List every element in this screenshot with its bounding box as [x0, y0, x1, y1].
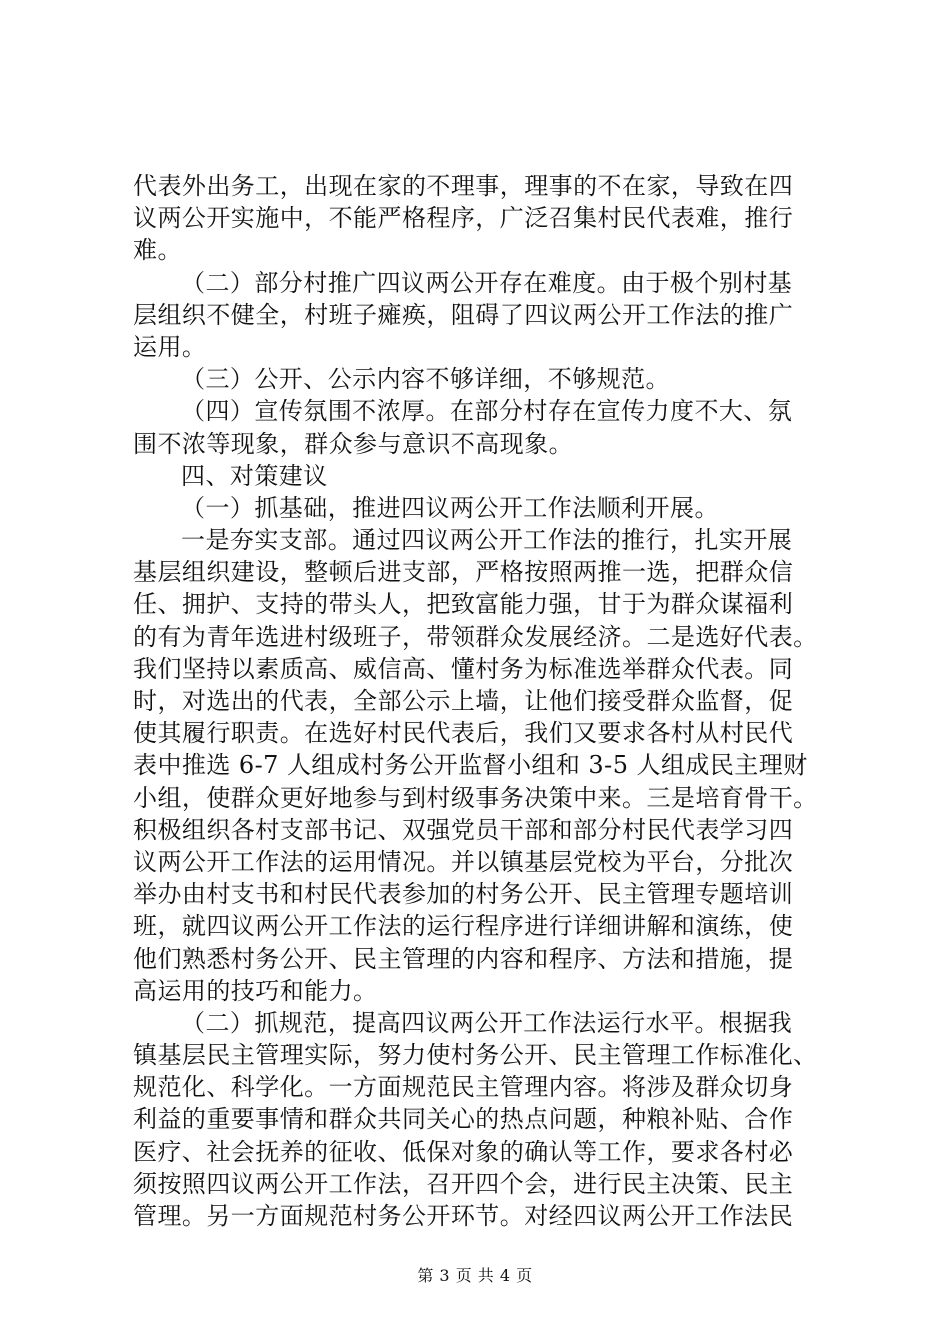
text-line: 高运用的技巧和能力。: [133, 976, 378, 1005]
text-line: 医疗、社会抚养的征收、低保对象的确认等工作，要求各村必: [133, 1137, 794, 1166]
text-line: 的有为青年选进村级班子，带领群众发展经济。二是选好代表。: [133, 622, 818, 651]
text-line: 基层组织建设，整顿后进支部，严格按照两推一选，把群众信: [133, 558, 794, 587]
text-line: 举办由村支书和村民代表参加的村务公开、民主管理专题培训: [133, 880, 794, 909]
text-line: 议两公开工作法的运用情况。并以镇基层党校为平台，分批次: [133, 847, 794, 876]
text-line: 我们坚持以素质高、威信高、懂村务为标准选举群众代表。同: [133, 654, 794, 683]
text-line: 一是夯实支部。通过四议两公开工作法的推行，扎实开展: [181, 526, 793, 555]
text-line: 管理。另一方面规范村务公开环节。对经四议两公开工作法民: [133, 1202, 794, 1230]
text-line: 须按照四议两公开工作法，召开四个会，进行民主决策、民主: [133, 1169, 794, 1198]
page-footer: 第 3 页 共 4 页: [417, 1266, 533, 1285]
text-line: 规范化、科学化。一方面规范民主管理内容。将涉及群众切身: [133, 1073, 794, 1102]
text-line: 围不浓等现象，群众参与意识不高现象。: [133, 429, 574, 458]
text-line: （二）抓规范，提高四议两公开工作法运行水平。根据我: [181, 1008, 793, 1037]
text-line: 积极组织各村支部书记、双强党员干部和部分村民代表学习四: [133, 815, 794, 844]
text-line: 运用。: [133, 332, 207, 361]
text-line: 班，就四议两公开工作法的运行程序进行详细讲解和演练，使: [133, 912, 794, 941]
text-line: 使其履行职责。在选好村民代表后，我们又要求各村从村民代: [133, 719, 794, 748]
text-line: 时，对选出的代表，全部公示上墙，让他们接受群众监督，促: [133, 687, 794, 715]
text-line: （三）公开、公示内容不够详细，不够规范。: [181, 365, 670, 394]
text-line: 议两公开实施中，不能严格程序，广泛召集村民代表难，推行: [133, 204, 794, 233]
text-line: 代表外出务工，出现在家的不理事，理事的不在家，导致在四: [133, 172, 794, 200]
text-line: 难。: [133, 236, 182, 265]
text-line: 表中推选 6-7 人组成村务公开监督小组和 3-5 人组成民主理财: [133, 751, 808, 780]
text-line: 镇基层民主管理实际，努力使村务公开、民主管理工作标准化、: [133, 1041, 818, 1070]
text-line: （二）部分村推广四议两公开存在难度。由于极个别村基: [181, 268, 793, 297]
text-line: 任、拥护、支持的带头人，把致富能力强，甘于为群众谋福利: [133, 590, 794, 619]
text-line: 利益的重要事情和群众共同关心的热点问题，种粮补贴、合作: [133, 1105, 794, 1134]
text-line: （一）抓基础，推进四议两公开工作法顺利开展。: [181, 493, 719, 522]
text-line: 四、对策建议: [181, 461, 328, 490]
text-line: 他们熟悉村务公开、民主管理的内容和程序、方法和措施，提: [133, 944, 794, 973]
body-text: [133, 170, 823, 1232]
text-line: 小组，使群众更好地参与到村级事务决策中来。三是培育骨干。: [133, 783, 818, 812]
text-line: （四）宣传氛围不浓厚。在部分村存在宣传力度不大、氛: [181, 397, 793, 426]
text-line: 层组织不健全，村班子瘫痪，阻碍了四议两公开工作法的推广: [133, 300, 794, 329]
